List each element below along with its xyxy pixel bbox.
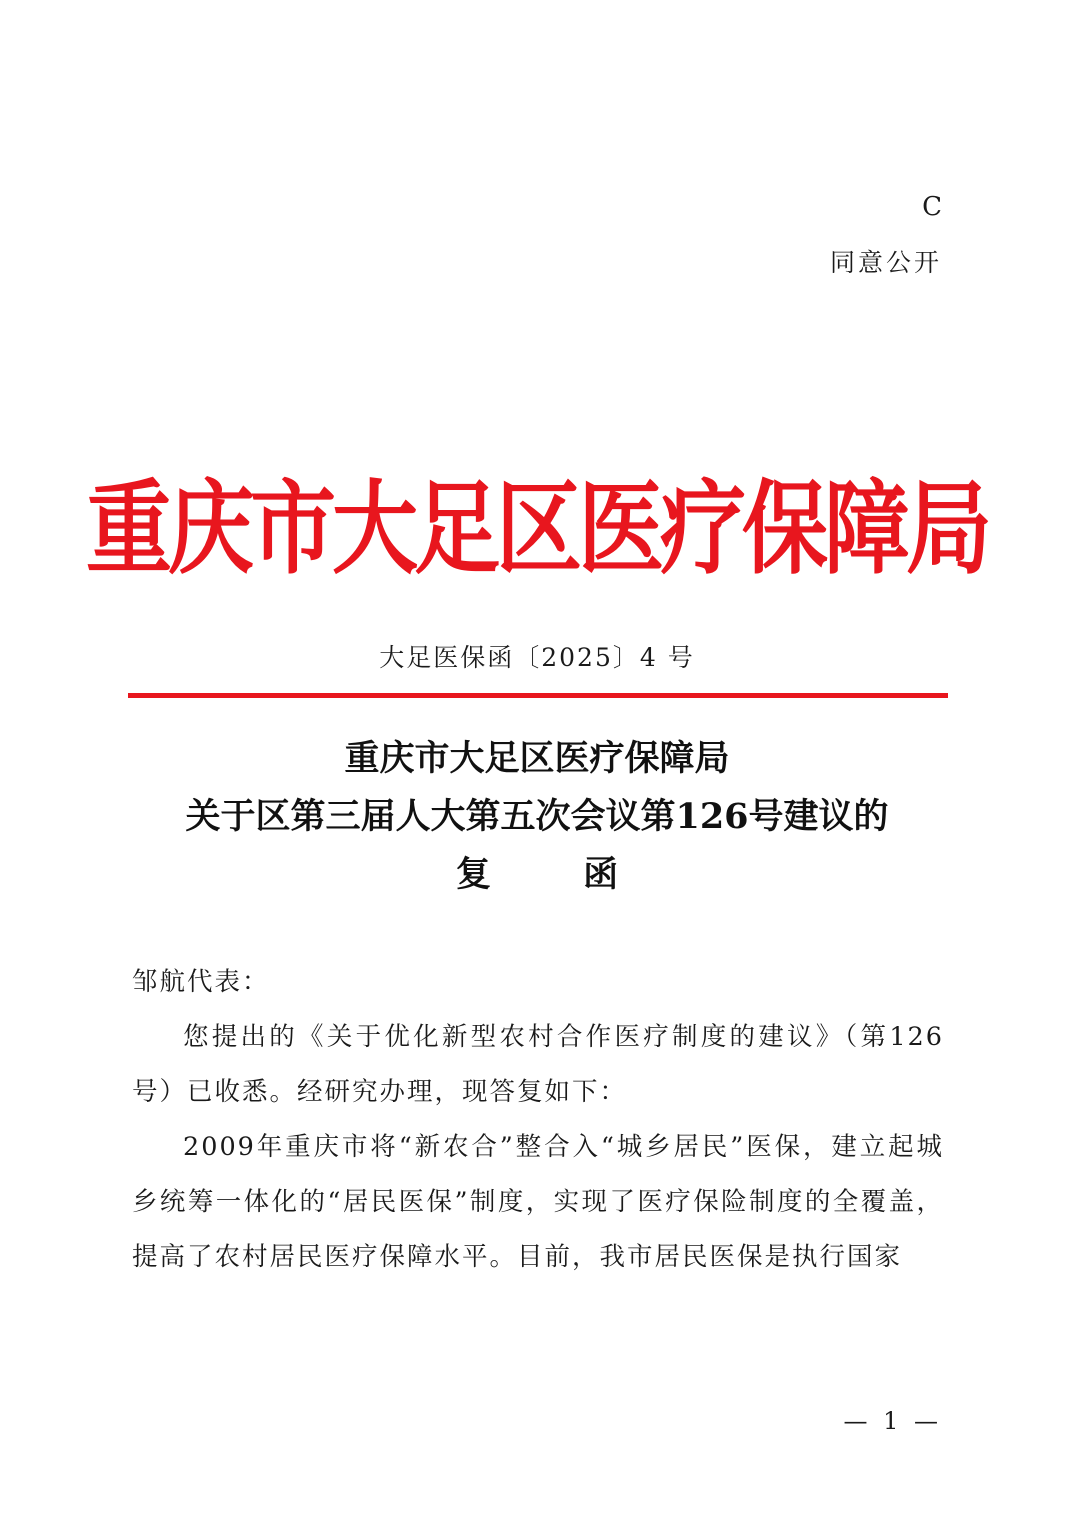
body-paragraph-1: 您提出的《关于优化新型农村合作医疗制度的建议》（第126号）已收悉。经研究办理，现答复如下：: [132, 1022, 944, 1107]
document-body: [132, 955, 944, 1285]
agency-banner: 重庆市大足区医疗保障局: [86, 471, 988, 589]
document-number: 大足医保函〔2025〕4 号: [379, 643, 695, 672]
salutation: 邹航代表：: [132, 967, 270, 997]
body-paragraph-2: 2009年重庆市将“新农合”整合入“城乡居民”医保，建立起城乡统筹一体化的“居民医保”制度，实现了医疗保险制度的全覆盖，提高了农村居民医疗保障水平。目前，我市居民医保是执行国家: [132, 1132, 944, 1272]
document-title: [0, 730, 1074, 904]
red-divider-line: [128, 693, 948, 698]
title-line-3: 复 函: [455, 854, 659, 895]
security-level-mark: C: [922, 192, 942, 222]
page-number: — 1 —: [843, 1407, 942, 1435]
title-line-2: 关于区第三届人大第五次会议第126号建议的: [185, 796, 889, 837]
title-line-1: 重庆市大足区医疗保障局: [344, 738, 730, 779]
disclosure-status: 同意公开: [829, 248, 942, 277]
